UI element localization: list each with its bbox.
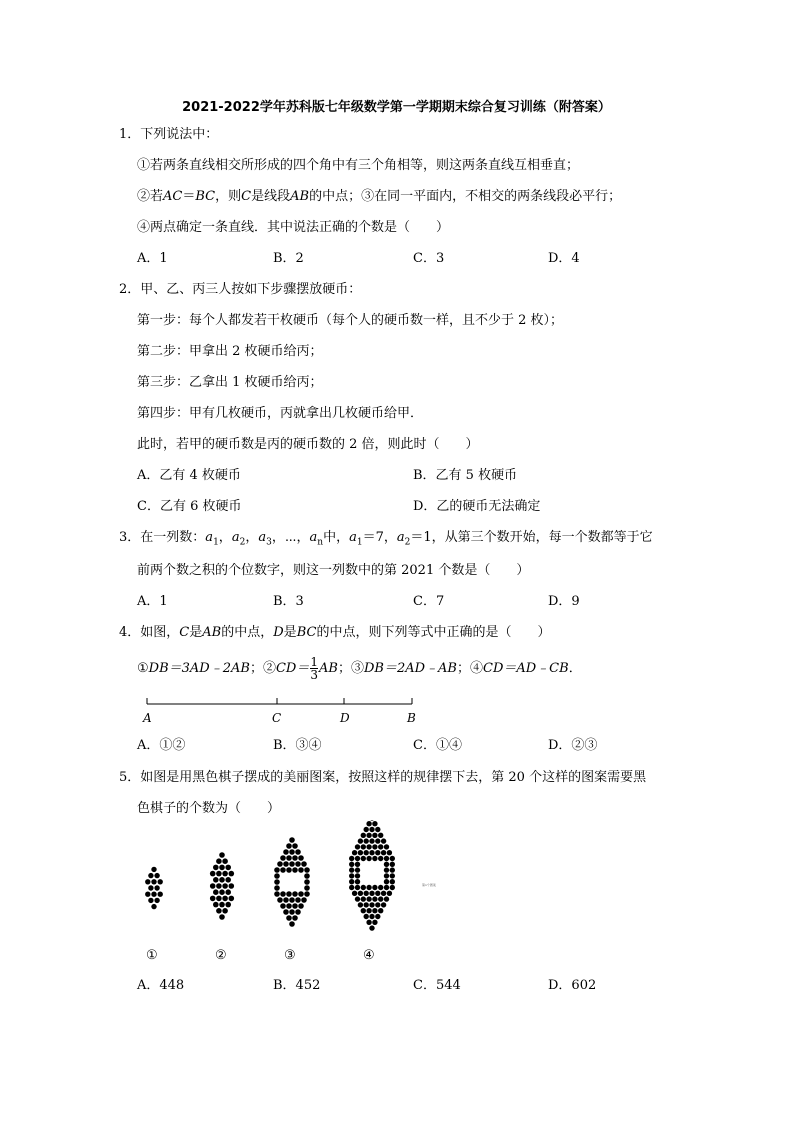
chess-piece — [364, 827, 369, 832]
chess-piece — [304, 891, 310, 897]
chess-piece — [219, 865, 225, 871]
q2-step-4: 第四步：甲有几枚硬币，丙就拿出几枚硬币给甲． — [137, 406, 424, 421]
chess-piece — [154, 885, 159, 890]
chess-piece — [378, 896, 383, 901]
chess-piece — [378, 833, 383, 838]
chess-piece — [301, 897, 307, 903]
chess-piece — [372, 844, 377, 849]
chess-piece — [355, 885, 360, 890]
chess-piece — [364, 914, 369, 919]
pattern-label-4: ④ — [363, 948, 375, 963]
q3-option-a[interactable]: A．1 — [137, 594, 168, 609]
q4-equations: ①DB＝3AD﹣2AB；②CD＝ $\frac{1}{3}$ AB；③DB＝2AD﹣AB；④CD＝AD﹣CB． — [137, 655, 582, 682]
chess-piece — [361, 896, 366, 901]
question-number: 1． — [119, 127, 141, 142]
chess-piece — [286, 867, 292, 873]
q2-option-b[interactable]: B．乙有 5 枚硬币 — [413, 468, 518, 483]
chess-piece — [369, 827, 374, 832]
chess-piece — [274, 873, 280, 879]
chess-piece — [369, 850, 374, 855]
chess-piece — [213, 877, 219, 883]
chess-piece — [358, 838, 363, 843]
chess-piece — [216, 896, 222, 902]
chess-piece — [375, 891, 380, 896]
q3-option-b[interactable]: B．3 — [273, 594, 304, 609]
chess-piece — [277, 861, 283, 867]
chess-piece — [286, 891, 292, 897]
chess-piece — [283, 861, 289, 867]
q5-option-d[interactable]: D．602 — [548, 978, 597, 993]
q2-step-3: 第三步：乙拿出 1 枚硬币给丙； — [137, 375, 323, 390]
chess-piece — [364, 838, 369, 843]
chess-piece — [301, 861, 307, 867]
chess-piece — [366, 896, 371, 901]
chess-piece — [210, 883, 216, 889]
chess-piece — [352, 850, 357, 855]
chess-piece — [283, 909, 289, 915]
chess-piece — [355, 873, 360, 878]
chess-piece — [364, 902, 369, 907]
chess-piece — [213, 902, 219, 908]
chess-piece — [298, 867, 304, 873]
q2-step-2: 第二步：甲拿出 2 枚硬币给丙； — [137, 344, 323, 359]
chess-piece — [151, 904, 156, 909]
page-title: 2021-2022学年苏科版七年级数学第一学期期末综合复习训练（附答案） — [182, 100, 611, 115]
chess-piece — [216, 871, 222, 877]
q4-option-c[interactable]: C．①④ — [413, 738, 462, 753]
chess-piece — [151, 867, 156, 872]
chess-piece — [372, 833, 377, 838]
point-label-d: D — [340, 711, 350, 725]
chess-piece — [381, 838, 386, 843]
chess-piece — [375, 902, 380, 907]
chess-piece — [145, 879, 150, 884]
q1-option-d[interactable]: D．4 — [548, 251, 580, 266]
chess-piece — [148, 873, 153, 878]
question-4-stem: 4．如图，C是AB的中点，D是BC的中点，则下列等式中正确的是（ ） — [119, 625, 551, 640]
chess-piece — [361, 908, 366, 913]
chess-piece — [289, 909, 295, 915]
chess-piece — [390, 879, 395, 884]
chess-piece — [158, 892, 163, 897]
pattern-4 — [349, 820, 395, 931]
question-3-line-2: 前两个数之积的个位数字，则这一列数中的第 2021 个数是（ ） — [137, 563, 530, 578]
chess-piece — [289, 837, 295, 843]
chess-piece — [295, 849, 301, 855]
chess-piece — [216, 858, 222, 864]
chess-piece — [355, 862, 360, 867]
chess-piece — [358, 850, 363, 855]
chess-piece — [369, 902, 374, 907]
chess-piece — [292, 867, 298, 873]
chess-piece — [372, 856, 377, 861]
chess-piece — [210, 896, 216, 902]
chess-piece — [384, 885, 389, 890]
q1-statement-4: ④两点确定一条直线．其中说法正确的个数是（ ） — [137, 220, 450, 235]
chess-piece — [295, 897, 301, 903]
q2-option-a[interactable]: A．乙有 4 枚硬币 — [137, 468, 241, 483]
chess-piece — [372, 896, 377, 901]
chess-piece — [387, 891, 392, 896]
chess-piece — [283, 849, 289, 855]
chess-piece — [222, 896, 228, 902]
chess-piece — [229, 883, 235, 889]
chess-piece — [151, 879, 156, 884]
pattern-label-3: ③ — [284, 948, 296, 963]
chess-piece — [292, 915, 298, 921]
chess-piece — [378, 908, 383, 913]
chess-piece — [366, 920, 371, 925]
chess-piece — [219, 914, 225, 920]
chess-piece — [378, 885, 383, 890]
chess-piece — [384, 862, 389, 867]
chess-piece — [355, 879, 360, 884]
q2-question: 此时，若甲的硬币数是丙的硬币数的 2 倍，则此时（ ） — [137, 437, 479, 452]
chess-piece — [355, 844, 360, 849]
chess-piece — [372, 821, 377, 826]
chess-piece — [384, 844, 389, 849]
chess-piece — [375, 850, 380, 855]
q4-option-b[interactable]: B．③④ — [273, 738, 322, 753]
chess-piece — [216, 883, 222, 889]
chess-piece — [364, 891, 369, 896]
q5-option-b[interactable]: B．452 — [273, 978, 321, 993]
tiny-note: 第n个图案 — [422, 883, 436, 887]
q2-step-1: 第一步：每个人都发若干枚硬币（每个人的硬币数一样，且不少于 2 枚）； — [137, 313, 564, 328]
chess-piece — [277, 897, 283, 903]
chess-piece — [355, 867, 360, 872]
chess-piece — [292, 903, 298, 909]
chess-piece — [349, 856, 354, 861]
question-1-stem: 1．下列说法中： — [119, 127, 219, 142]
chess-piece — [289, 921, 295, 927]
chess-piece — [292, 843, 298, 849]
q5-option-a[interactable]: A．448 — [137, 978, 185, 993]
chess-piece — [366, 833, 371, 838]
chess-piece — [304, 885, 310, 891]
chess-piece — [229, 871, 235, 877]
segment-figure — [140, 694, 430, 730]
chess-piece — [292, 855, 298, 861]
chess-piece — [355, 856, 360, 861]
chess-piece — [213, 889, 219, 895]
pattern-1 — [145, 867, 163, 910]
pattern-label-1: ① — [146, 948, 158, 963]
chess-piece — [372, 908, 377, 913]
chess-piece — [274, 891, 280, 897]
pattern-3 — [274, 837, 310, 927]
chess-piece — [289, 849, 295, 855]
chess-piece — [286, 903, 292, 909]
chess-piece — [219, 902, 225, 908]
chess-piece — [352, 891, 357, 896]
chess-piece — [280, 855, 286, 861]
chess-piece — [286, 915, 292, 921]
chess-piece — [304, 879, 310, 885]
chess-piece — [298, 891, 304, 897]
chess-piece — [375, 838, 380, 843]
chess-piece — [154, 873, 159, 878]
chess-piece — [366, 821, 371, 826]
chess-piece — [369, 914, 374, 919]
q5-option-c[interactable]: C．544 — [413, 978, 461, 993]
chess-piece — [222, 883, 228, 889]
chess-piece — [349, 879, 354, 884]
chess-piece — [381, 891, 386, 896]
chess-piece — [274, 879, 280, 885]
chess-piece — [381, 902, 386, 907]
chess-piece — [219, 852, 225, 858]
chess-piece — [280, 903, 286, 909]
chess-piece — [349, 862, 354, 867]
chess-piece — [286, 855, 292, 861]
chess-piece — [369, 891, 374, 896]
chess-piece — [219, 889, 225, 895]
chess-piece — [274, 885, 280, 891]
chess-piece — [222, 908, 228, 914]
pattern-label-2: ② — [215, 948, 227, 963]
q4-option-d[interactable]: D．②③ — [548, 738, 598, 753]
chess-piece — [304, 867, 310, 873]
chess-piece — [289, 861, 295, 867]
chess-piece — [381, 850, 386, 855]
chess-piece — [387, 850, 392, 855]
chess-piece — [154, 898, 159, 903]
q1-option-c[interactable]: C．3 — [413, 251, 445, 266]
chess-piece — [366, 856, 371, 861]
q2-option-d[interactable]: D．乙的硬币无法确定 — [413, 499, 541, 514]
chess-piece — [369, 820, 374, 821]
chess-piece — [286, 843, 292, 849]
q1-statement-1: ①若两条直线相交所形成的四个角中有三个角相等，则这两条直线互相垂直； — [137, 158, 580, 173]
chess-piece — [390, 856, 395, 861]
chess-piece — [225, 889, 231, 895]
chess-piece — [216, 908, 222, 914]
chess-piece — [225, 902, 231, 908]
chess-piece — [378, 844, 383, 849]
fraction-one-third: $\frac{1}{3}$ — [310, 655, 318, 682]
chess-piece — [225, 865, 231, 871]
chess-piece — [384, 873, 389, 878]
chess-piece — [361, 885, 366, 890]
chess-piece — [390, 867, 395, 872]
chess-piece — [210, 871, 216, 877]
chess-piece — [229, 896, 235, 902]
chess-piece — [366, 844, 371, 849]
chess-piece — [390, 862, 395, 867]
q3-option-c[interactable]: C．7 — [413, 594, 445, 609]
chess-piece — [364, 850, 369, 855]
chess-piece — [274, 867, 280, 873]
chess-piece — [295, 861, 301, 867]
chess-piece — [225, 877, 231, 883]
question-5-line-2: 色棋子的个数为（ ） — [137, 801, 281, 816]
chess-piece — [384, 896, 389, 901]
chess-piece — [148, 898, 153, 903]
question-2-stem: 2．甲、乙、丙三人按如下步骤摆放硬币： — [119, 282, 362, 297]
chess-piece — [222, 858, 228, 864]
chess-piece — [361, 833, 366, 838]
chess-piece — [369, 925, 374, 930]
q3-option-d[interactable]: D．9 — [548, 594, 580, 609]
chess-piece — [349, 867, 354, 872]
chess-piece — [298, 903, 304, 909]
q1-option-b[interactable]: B．2 — [273, 251, 304, 266]
chess-piece — [358, 902, 363, 907]
chess-piece — [219, 877, 225, 883]
question-3-line-1: 3．在一列数：$a_1$，$a_2$，$a_3$，⋯，$a_n$中，$a_1=7$，$a_2=1$，从第三个数开始，每一个数都等于它 — [119, 530, 653, 548]
chess-piece — [158, 879, 163, 884]
chess-piece — [148, 885, 153, 890]
chess-piece — [283, 897, 289, 903]
chess-piece — [384, 856, 389, 861]
point-label-c: C — [272, 711, 282, 725]
chess-piece — [349, 885, 354, 890]
chess-piece — [298, 855, 304, 861]
chess-piece — [358, 891, 363, 896]
chess-piece — [349, 873, 354, 878]
chess-piece — [384, 879, 389, 884]
point-label-b: B — [407, 711, 416, 725]
chess-piece — [366, 908, 371, 913]
chess-piece — [390, 873, 395, 878]
q1-statement-2-3: ②若AC＝BC，则C是线段AB的中点；③在同一平面内，不相交的两条线段必平行； — [137, 189, 622, 204]
q4-option-a[interactable]: A．①② — [137, 738, 186, 753]
chess-pattern-figure — [130, 820, 470, 970]
chess-piece — [289, 897, 295, 903]
chess-piece — [280, 867, 286, 873]
chess-piece — [390, 885, 395, 890]
chess-piece — [280, 891, 286, 897]
chess-piece — [384, 867, 389, 872]
chess-piece — [369, 838, 374, 843]
chess-piece — [355, 896, 360, 901]
chess-piece — [366, 885, 371, 890]
q2-option-c[interactable]: C．乙有 6 枚硬币 — [137, 499, 242, 514]
chess-piece — [304, 873, 310, 879]
question-5-line-1: 5．如图是用黑色棋子摆成的美丽图案，按照这样的规律摆下去，第 20 个这样的图案需要黑 — [119, 770, 647, 785]
chess-piece — [292, 891, 298, 897]
chess-piece — [213, 865, 219, 871]
chess-piece — [222, 871, 228, 877]
chess-piece — [378, 856, 383, 861]
chess-piece — [361, 844, 366, 849]
pattern-2 — [210, 852, 234, 920]
q1-option-a[interactable]: A．1 — [137, 251, 168, 266]
chess-piece — [372, 920, 377, 925]
point-label-a: A — [143, 711, 152, 725]
chess-piece — [375, 827, 380, 832]
chess-piece — [361, 856, 366, 861]
chess-piece — [295, 909, 301, 915]
chess-piece — [151, 892, 156, 897]
chess-piece — [372, 885, 377, 890]
chess-piece — [375, 914, 380, 919]
chess-piece — [145, 892, 150, 897]
